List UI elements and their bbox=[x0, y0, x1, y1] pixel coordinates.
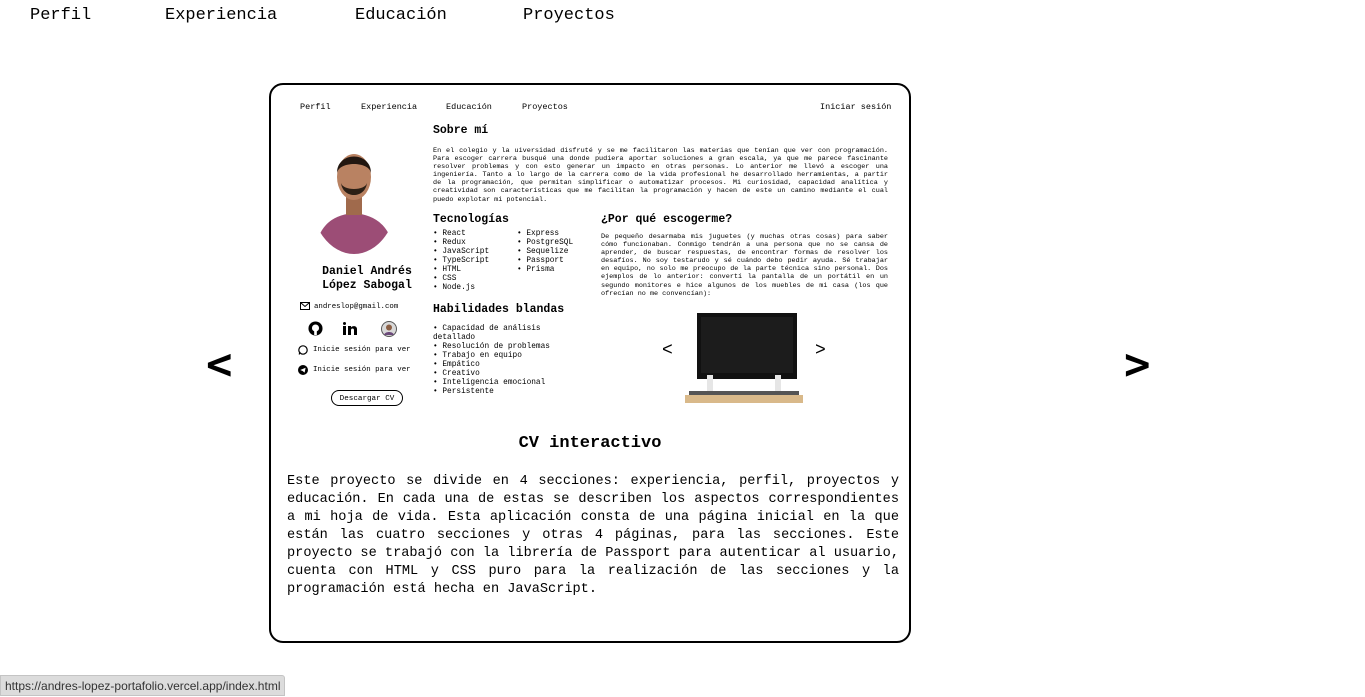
telegram-icon bbox=[298, 365, 308, 375]
preview-tech-list-1: • React • Redux • JavaScript • TypeScript • HTML • CSS • Node.js bbox=[433, 230, 489, 293]
preview-whatsapp: Inicie sesión para ver bbox=[313, 346, 411, 354]
preview-why-title: ¿Por qué escogerme? bbox=[601, 213, 733, 226]
nav-educacion[interactable]: Educación bbox=[355, 6, 447, 25]
carousel-prev-button[interactable]: < bbox=[206, 339, 233, 390]
project-title: CV interactivo bbox=[518, 434, 662, 453]
preview-nav-proyectos: Proyectos bbox=[522, 102, 568, 112]
preview-telegram: Inicie sesión para ver bbox=[313, 366, 411, 374]
preview-nav-perfil: Perfil bbox=[300, 102, 331, 112]
linkedin-icon bbox=[343, 322, 357, 335]
preview-login: Iniciar sesión bbox=[820, 102, 892, 112]
preview-gallery-next: > bbox=[815, 341, 826, 361]
preview-nav-experiencia: Experiencia bbox=[361, 102, 418, 112]
preview-soft-title: Habilidades blandas bbox=[433, 303, 565, 316]
whatsapp-icon bbox=[298, 345, 308, 355]
preview-tech-title: Tecnologías bbox=[433, 213, 509, 226]
preview-nav-educacion: Educación bbox=[446, 102, 492, 112]
github-icon bbox=[308, 321, 323, 336]
preview-about-title: Sobre mí bbox=[433, 124, 489, 137]
preview-why-text: De pequeño desarmaba mis juguetes (y muchas otras cosas) para saber cómo funcionaban. Conmigo tendrán a una persona que no se cansa de aprender, de buscar respuestas, de encontrar formas de resolver los desafíos. No soy testarudo y sé cuándo debo pedir ayuda. Sé trabajar en equipo, no solo me preocupo de la parte técnica sino personal. Dos ejemplos de lo anterior: convertí la pantalla de un portátil en un segundo monitores e hice algunos de los muebles de mi casa (los que ofrecían no me convencían): bbox=[601, 233, 888, 298]
project-card bbox=[269, 83, 911, 643]
portfolio-avatar-icon bbox=[381, 321, 397, 337]
top-nav bbox=[0, 0, 1365, 34]
preview-download-button: Descargar CV bbox=[331, 390, 403, 406]
preview-about-text: En el colegio y la uiversidad disfruté y se me facilitaron las materias que tenían que ver con programación. Para escoger carrera busqué una donde pudiera aportar soluciones a gran escala, ya que me parece fascinante resolver problemas y con esto generar un impacto en otras personas. Lo anterior me llevó a escoger una ingeniería. Tanto a lo largo de la carrera como de la vida profesional he desarrollado herramientas, a partir de la programación, que permitan simplificar o automatizar procesos. Mi curiosidad, capacidad analítica y creatividad son características que me facilitan la programación y hacen de este un camino mediante el cual puedo explotar mi potencial. bbox=[433, 147, 888, 204]
monitor-photo bbox=[683, 311, 803, 407]
mail-icon bbox=[300, 302, 310, 310]
carousel-next-button[interactable]: > bbox=[1124, 339, 1151, 390]
preview-email: andreslop@gmail.com bbox=[314, 303, 399, 311]
preview-gallery-prev: < bbox=[662, 341, 673, 361]
project-screenshot[interactable] bbox=[285, 95, 897, 413]
project-description: Este proyecto se divide en 4 secciones: experiencia, perfil, proyectos y educación. En cada una de estas se describen los aspectos correspondientes a mi hoja de vida. Esta aplicación consta de una página inicial en la que están las cuatro secciones y otras 4 páginas, para las secciones. Este proyecto se trabajó con la librería de Passport para autenticar al usuario, cuenta con HTML y CSS puro para la realización de las secciones y la programación está hecha en JavaScript. bbox=[287, 474, 899, 597]
preview-name: Daniel Andrés López Sabogal bbox=[322, 265, 412, 292]
profile-photo bbox=[309, 133, 399, 255]
nav-perfil[interactable]: Perfil bbox=[30, 6, 92, 25]
preview-tech-list-2: • Express • PostgreSQL • Sequelize • Passport • Prisma bbox=[517, 230, 573, 275]
nav-proyectos[interactable]: Proyectos bbox=[523, 6, 615, 25]
nav-experiencia[interactable]: Experiencia bbox=[165, 6, 278, 25]
status-url: https://andres-lopez-portafolio.vercel.app/index.html bbox=[0, 675, 285, 696]
preview-soft-list: • Capacidad de análisis detallado • Resolución de problemas • Trabajo en equipo • Empático • Creativo • Inteligencia emocional • Persistente bbox=[433, 325, 568, 397]
